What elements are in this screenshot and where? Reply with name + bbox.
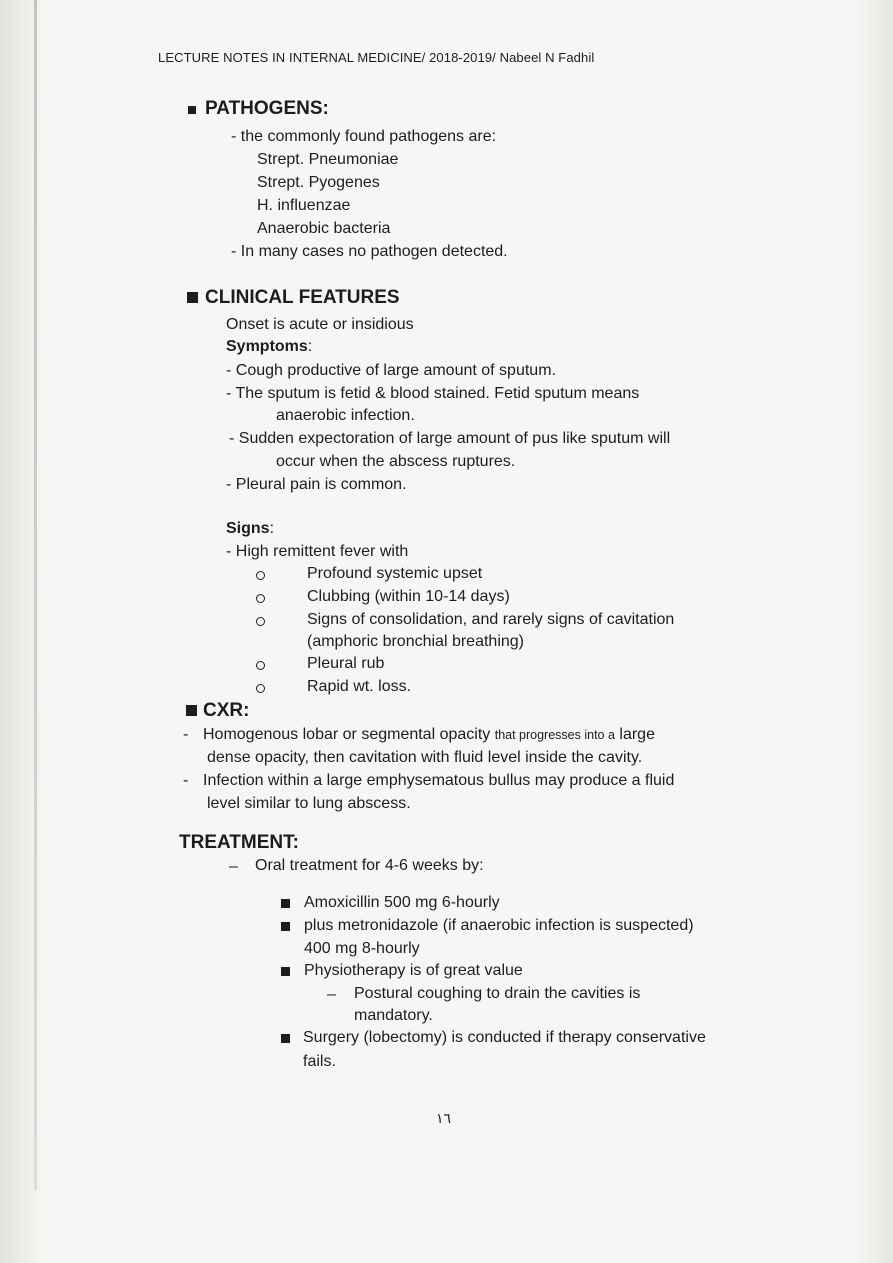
cxr-line: Infection within a large emphysematous bullus may produce a fluid <box>203 772 675 789</box>
clinical-heading: CLINICAL FEATURES <box>205 287 400 308</box>
dash: – <box>327 986 336 1003</box>
heading-bullet <box>187 292 198 303</box>
page-number: ١٦ <box>436 1110 452 1126</box>
symptom-line: occur when the abscess ruptures. <box>276 453 516 470</box>
sign-item: Pleural rub <box>307 655 385 672</box>
circle-bullet <box>256 617 265 626</box>
sign-item: Clubbing (within 10-14 days) <box>307 588 510 605</box>
cxr-heading: CXR: <box>203 700 250 721</box>
pathogen-item: H. influenzae <box>257 197 351 214</box>
circle-bullet <box>256 661 265 670</box>
treatment-item-continued: fails. <box>303 1053 336 1070</box>
heading-bullet <box>188 106 196 114</box>
cxr-line <box>203 725 655 745</box>
scan-left-edge <box>0 0 46 1263</box>
pathogens-intro: - the commonly found pathogens are: <box>231 128 497 145</box>
scan-binding-line <box>34 0 37 1190</box>
cxr-text: large <box>614 726 655 743</box>
symptoms-label: Symptoms <box>226 338 308 355</box>
symptom-line: - The sputum is fetid & blood stained. Fetid sputum means <box>226 385 640 402</box>
treatment-item: plus metronidazole (if anaerobic infection is suspected) <box>304 917 694 934</box>
signs-label: Signs <box>226 520 270 537</box>
cxr-text: Homogenous lobar or segmental opacity <box>203 726 495 743</box>
pathogen-item: Strept. Pneumoniae <box>257 151 399 168</box>
symptom-line: - Sudden expectoration of large amount of pus like sputum will <box>229 430 671 447</box>
symptom-line: - Pleural pain is common. <box>226 476 407 493</box>
dash: - <box>183 726 189 743</box>
treatment-item: Surgery (lobectomy) is conducted if therapy conservative <box>303 1029 706 1046</box>
running-header: LECTURE NOTES IN INTERNAL MEDICINE/ 2018-2019/ Nabeel N Fadhil <box>158 50 595 65</box>
treatment-subitem-continued: mandatory. <box>354 1007 433 1024</box>
treatment-intro: Oral treatment for 4-6 weeks by: <box>255 857 484 874</box>
scan-right-edge <box>853 0 893 1263</box>
square-bullet <box>281 967 290 976</box>
symptom-line: - Cough productive of large amount of sputum. <box>226 362 556 379</box>
symptom-line: anaerobic infection. <box>276 407 415 424</box>
treatment-item: Amoxicillin 500 mg 6-hourly <box>304 894 500 911</box>
signs-intro: - High remittent fever with <box>226 543 409 560</box>
sign-item: Signs of consolidation, and rarely signs of cavitation <box>307 611 675 628</box>
sign-item-continued: (amphoric bronchial breathing) <box>307 633 524 650</box>
signs-label-line: Signs: <box>226 520 275 537</box>
pathogens-note: - In many cases no pathogen detected. <box>231 243 508 260</box>
square-bullet <box>281 899 290 908</box>
treatment-item: Physiotherapy is of great value <box>304 962 523 979</box>
symptoms-label-line: Symptoms: <box>226 338 313 355</box>
sign-item: Profound systemic upset <box>307 565 483 582</box>
heading-bullet <box>186 705 197 716</box>
onset-text: Onset is acute or insidious <box>226 316 414 333</box>
dash: - <box>183 772 189 789</box>
treatment-item-continued: 400 mg 8-hourly <box>304 940 420 957</box>
square-bullet <box>281 1034 290 1043</box>
circle-bullet <box>256 594 265 603</box>
square-bullet <box>281 922 290 931</box>
treatment-heading: TREATMENT: <box>179 832 299 853</box>
circle-bullet <box>256 684 265 693</box>
dash: – <box>229 858 238 875</box>
treatment-subitem: Postural coughing to drain the cavities is <box>354 985 641 1002</box>
pathogens-heading: PATHOGENS: <box>205 98 329 119</box>
pathogen-item: Anaerobic bacteria <box>257 220 391 237</box>
pathogen-item: Strept. Pyogenes <box>257 174 380 191</box>
cxr-line: level similar to lung abscess. <box>207 795 411 812</box>
circle-bullet <box>256 571 265 580</box>
cxr-text-small: that progresses into a <box>494 728 615 742</box>
sign-item: Rapid wt. loss. <box>307 678 412 695</box>
cxr-line: dense opacity, then cavitation with fluid level inside the cavity. <box>207 749 643 766</box>
